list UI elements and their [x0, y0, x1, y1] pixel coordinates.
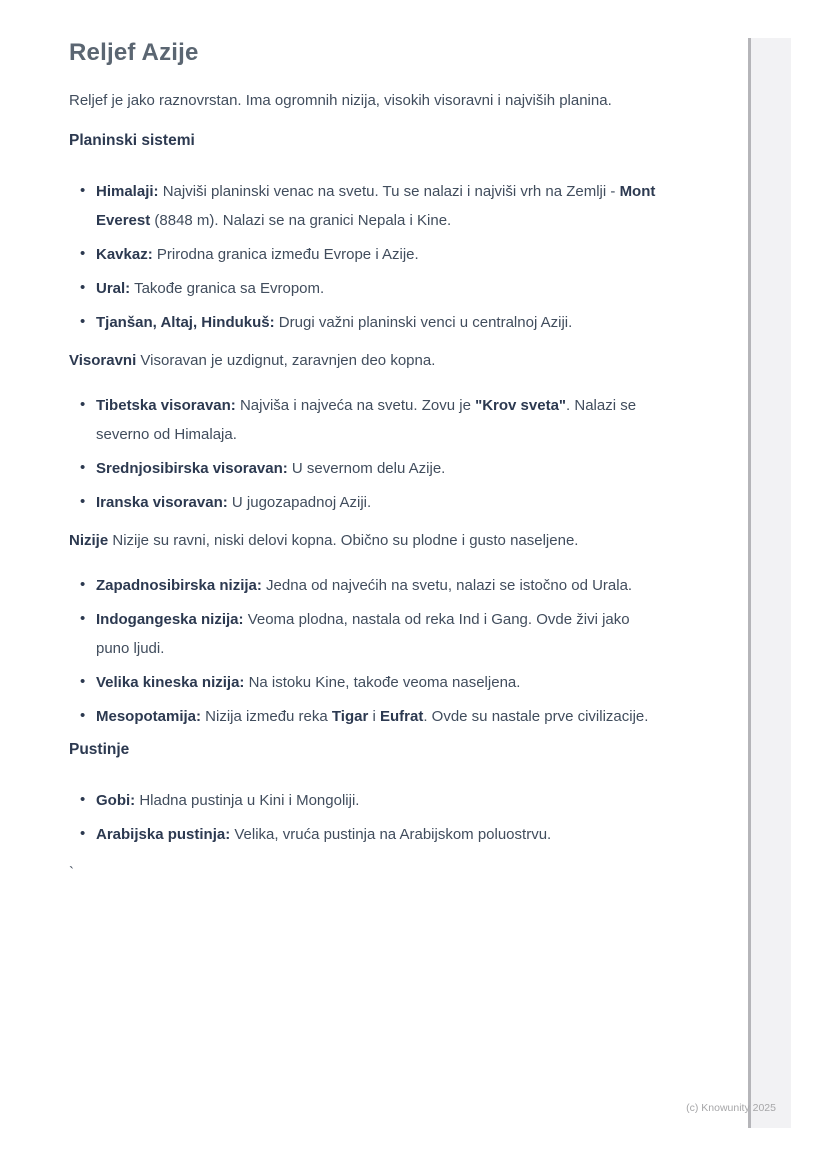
list-item — [80, 240, 665, 269]
bold-text-run: Eufrat — [379, 708, 424, 725]
text-run: Velika, vruća pustinja na Arabijskom poluostrvu. — [230, 826, 552, 843]
text-run: (8848 m). Nalazi se na granici Nepala i Kine. — [150, 212, 452, 229]
bold-text-run: Velika kineska nizija: — [96, 674, 245, 691]
bullet-marker-icon: • — [80, 396, 86, 413]
bold-text-run: Srednjosibirska visoravan: — [96, 460, 288, 477]
bold-text-run: Himalaji: — [96, 183, 159, 200]
list-item — [80, 308, 665, 337]
list-item-text — [96, 494, 371, 511]
bullet-marker-icon: • — [80, 576, 86, 593]
list-item-text — [96, 280, 324, 297]
bullet-marker-icon: • — [80, 313, 86, 330]
bullet-list — [69, 177, 665, 337]
text-run: Visoravan je uzdignut, zaravnjen deo kopna. — [136, 352, 436, 369]
bullet-marker-icon: • — [80, 493, 86, 510]
bullet-marker-icon: • — [80, 673, 86, 690]
list-item-text — [96, 674, 520, 691]
list-item — [80, 605, 665, 663]
text-run: Na istoku Kine, takođe veoma naseljena. — [244, 674, 521, 691]
text-run: Drugi važni planinski venci u centralnoj Aziji. — [274, 314, 573, 331]
bullet-list — [69, 391, 665, 517]
list-item — [80, 177, 665, 235]
bold-text-run: Visoravni — [69, 352, 137, 369]
text-run: Reljef je jako raznovrstan. Ima ogromnih nizija, visokih visoravni i najviših planina. — [69, 92, 612, 109]
page-edge-strip — [748, 38, 791, 1128]
text-run: Nizija između reka — [201, 708, 332, 725]
list-item — [80, 274, 665, 303]
list-item — [80, 488, 665, 517]
bold-text-run: Kavkaz: — [96, 246, 153, 263]
paragraph — [69, 86, 665, 116]
bold-text-run: Zapadnosibirska nizija: — [96, 577, 262, 594]
text-run: U severnom delu Azije. — [287, 460, 446, 477]
list-item-text — [96, 183, 655, 229]
text-run: ` — [69, 864, 74, 881]
paragraph — [69, 346, 665, 376]
list-item-text — [96, 577, 632, 594]
bullet-marker-icon: • — [80, 825, 86, 842]
bullet-marker-icon: • — [80, 610, 86, 627]
document-body — [69, 86, 665, 888]
list-item-text — [96, 826, 551, 843]
bold-text-run: Tigar — [331, 708, 369, 725]
list-item — [80, 391, 665, 449]
text-run: Takođe granica sa Evropom. — [130, 280, 325, 297]
bullet-marker-icon: • — [80, 707, 86, 724]
bullet-marker-icon: • — [80, 279, 86, 296]
list-item — [80, 820, 665, 849]
text-run: Hladna pustinja u Kini i Mongoliji. — [135, 792, 360, 809]
bullet-marker-icon: • — [80, 459, 86, 476]
bold-text-run: Arabijska pustinja: — [96, 826, 231, 843]
document-content — [69, 38, 665, 903]
text-run: U jugozapadnoj Aziji. — [227, 494, 372, 511]
list-item — [80, 571, 665, 600]
list-item-text — [96, 460, 445, 477]
paragraph — [69, 858, 665, 888]
text-run: Nizije su ravni, niski delovi kopna. Obično su plodne i gusto naseljene. — [108, 532, 579, 549]
list-item — [80, 702, 665, 731]
bold-text-run: "Krov sveta" — [475, 397, 567, 414]
list-item-text — [96, 792, 359, 809]
bold-text-run: Mont Everest — [96, 183, 656, 229]
bold-text-run: Iranska visoravan: — [96, 494, 228, 511]
bullet-list — [69, 571, 665, 731]
copyright-footer: (c) Knowunity 2025 — [686, 1102, 776, 1114]
text-run: Najviša i najveća na svetu. Zovu je — [235, 397, 476, 414]
list-item-text — [96, 246, 419, 263]
bold-text-run: Tibetska visoravan: — [96, 397, 236, 414]
page-title: Reljef Azije — [69, 39, 199, 66]
bold-text-run: Mesopotamija: — [96, 708, 202, 725]
text-run: . Nalazi se severno od Himalaja. — [96, 397, 637, 443]
bold-text-run: Ural: — [96, 280, 131, 297]
text-run: Jedna od najvećih na svetu, nalazi se istočno od Urala. — [261, 577, 633, 594]
text-run: Veoma plodna, nastala od reka Ind i Gang. Ovde živi jako puno ljudi. — [96, 611, 630, 657]
list-item-text — [96, 397, 636, 443]
list-item-text — [96, 708, 648, 725]
section-heading: Pustinje — [69, 741, 130, 758]
list-item — [80, 454, 665, 483]
bold-text-run: Indogangeska nizija: — [96, 611, 244, 628]
bold-text-run: Gobi: — [96, 792, 136, 809]
list-item-text — [96, 611, 630, 657]
text-run: Prirodna granica između Evrope i Azije. — [152, 246, 419, 263]
text-run: i — [368, 708, 380, 725]
bullet-marker-icon: • — [80, 182, 86, 199]
bullet-list — [69, 786, 665, 849]
bullet-marker-icon: • — [80, 791, 86, 808]
list-item — [80, 786, 665, 815]
list-item — [80, 668, 665, 697]
bullet-marker-icon: • — [80, 245, 86, 262]
bold-text-run: Tjanšan, Altaj, Hindukuš: — [96, 314, 275, 331]
text-run: Najviši planinski venac na svetu. Tu se nalazi i najviši vrh na Zemlji - — [158, 183, 620, 200]
list-item-text — [96, 314, 572, 331]
paragraph — [69, 526, 665, 556]
bold-text-run: Nizije — [69, 532, 109, 549]
section-heading: Planinski sistemi — [69, 132, 195, 149]
text-run: . Ovde su nastale prve civilizacije. — [423, 708, 649, 725]
